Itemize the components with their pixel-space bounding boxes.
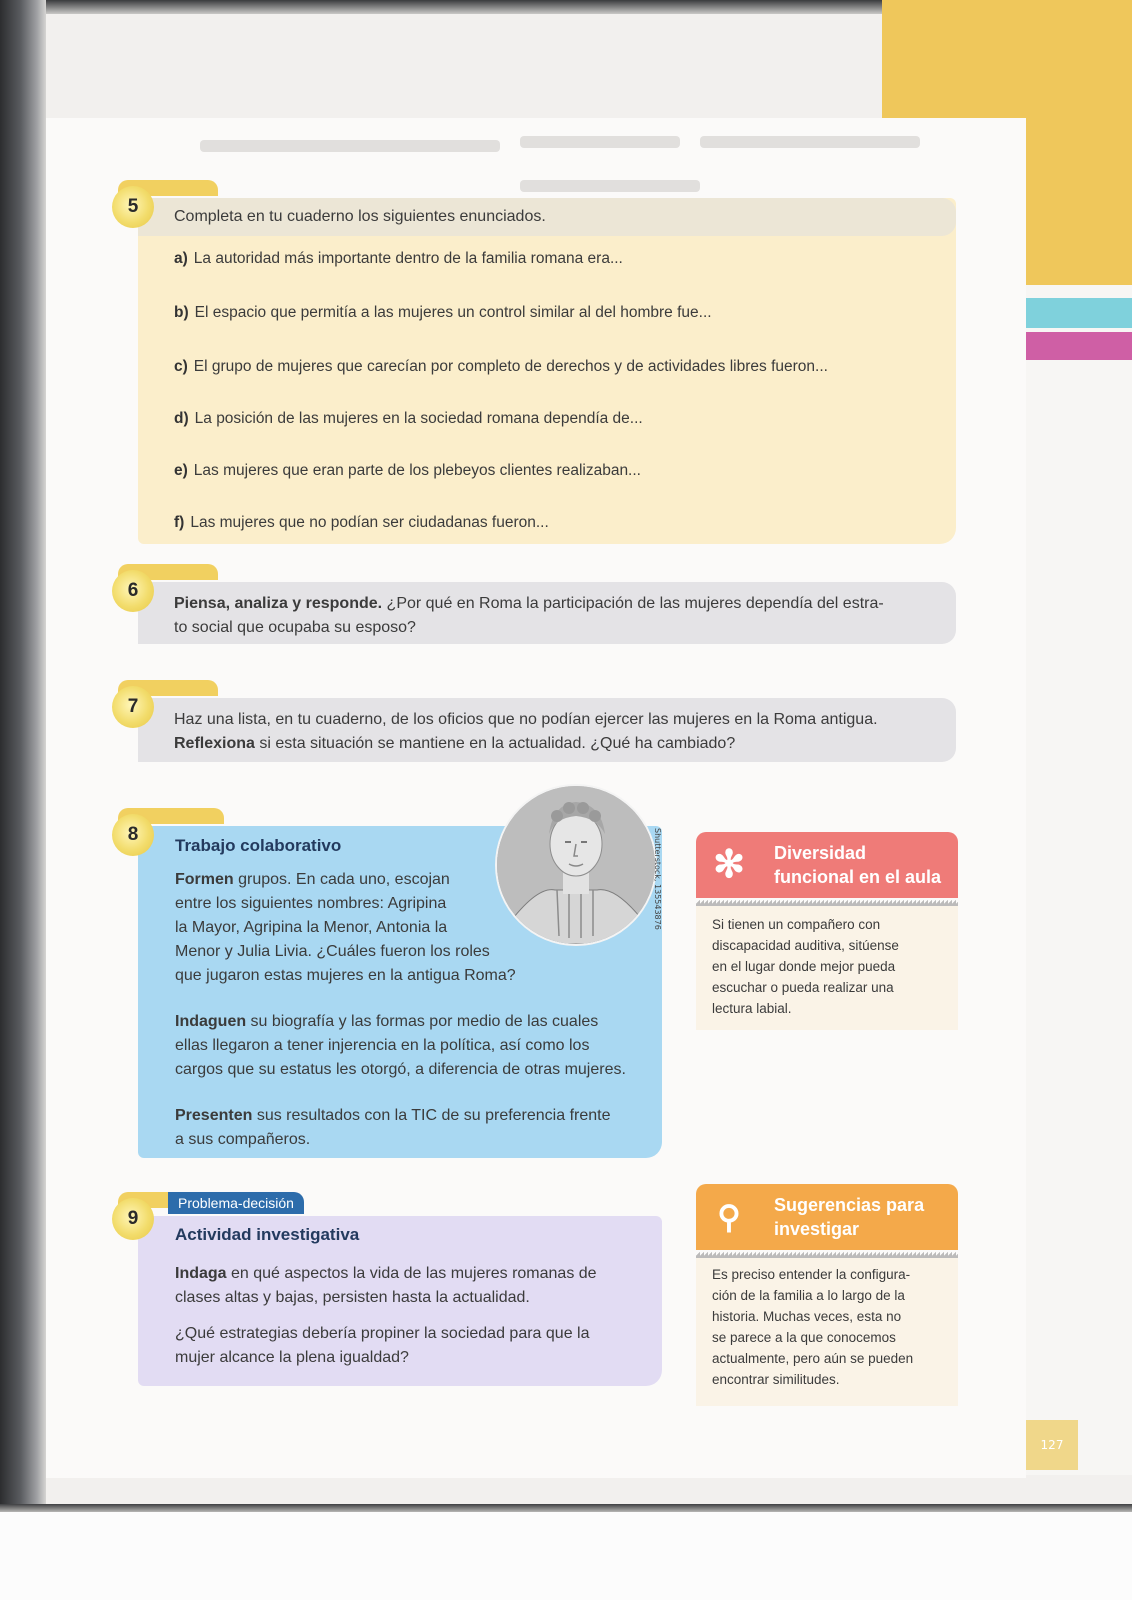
ghost-heading-bar [520,180,700,192]
list-item [174,304,712,322]
activity-9-paragraph-1 [175,1262,655,1310]
item-letter: f) [174,514,185,531]
paragraph-line: entre los siguientes nombres: Agripina [175,895,447,912]
paragraph-line: clases altas y bajas, persisten hasta la actualidad. [175,1289,530,1306]
activity-7-line: si esta situación se mantiene en la actualidad. ¿Qué ha cambiado? [254,735,736,752]
list-item [174,250,623,268]
sidebar-line: lectura labial. [712,1001,792,1016]
item-letter: e) [174,462,188,479]
activity-6-line: ¿Por qué en Roma la participación de las mujeres dependía del estra- [382,595,884,612]
problem-decision-tag: Problema-decisión [168,1192,304,1214]
paragraph-line: mujer alcance la plena igualdad? [175,1349,409,1366]
item-letter: c) [174,358,188,375]
activity-8-lead: Indaguen [175,1013,247,1030]
page-bottom-edge [0,1504,1132,1512]
activity-7-lead: Reflexiona [174,735,255,752]
list-item [174,358,828,376]
sidebar-line: encontrar similitudes. [712,1372,840,1387]
suggestions-title-line: Sugerencias para [774,1195,925,1215]
page-number: 127 [1026,1420,1078,1470]
item-text: El espacio que permitía a las mujeres un control similar al del hombre fue... [194,304,712,321]
activity-number-badge: 6 [112,570,154,612]
item-text: Las mujeres que eran parte de los plebeyos clientes realizaban... [193,462,641,479]
activity-5-stem: Completa en tu cuaderno los siguientes enunciados. [174,208,546,225]
paragraph-line: en qué aspectos la vida de las mujeres romanas de [226,1265,597,1282]
item-letter: d) [174,410,189,427]
sidebar-line: historia. Muchas veces, esta no [712,1309,902,1324]
book-binding [0,0,46,1510]
diversity-title-line: funcional en el aula [774,867,942,887]
diversity-sidebar-header [696,832,958,898]
paragraph-line: ellas llegaron a tener injerencia en la política, así como los [175,1037,590,1054]
ghost-heading-bar [200,140,500,152]
paragraph-line: grupos. En cada uno, escojan [233,871,450,888]
magnifier-icon: ⚲ [717,1199,741,1235]
diversity-text [712,914,952,1019]
suggestions-divider [696,1250,958,1258]
sidebar-line: discapacidad auditiva, sitúense [712,938,899,953]
ghost-heading-bar [520,136,680,148]
activity-6-line: to social que ocupaba su esposo? [174,619,416,636]
activity-8-lead: Presenten [175,1107,253,1124]
paragraph-line: cargos que su estatus les otorgó, a diferencia de otras mujeres. [175,1061,626,1078]
paragraph-line: sus resultados con la TIC de su preferencia frente [252,1107,611,1124]
sidebar-line: en el lugar donde mejor pueda [712,959,896,974]
sidebar-line: se parece a la que conocemos [712,1330,896,1345]
activity-7-text [174,708,954,756]
sidebar-line: ción de la familia a lo largo de la [712,1288,905,1303]
activity-number-badge: 8 [112,814,154,856]
item-letter: b) [174,304,189,321]
activity-number-badge: 7 [112,686,154,728]
activity-number-badge: 9 [112,1198,154,1240]
sidebar-line: Si tienen un compañero con [712,917,881,932]
sidebar-line: Es preciso entender la configura- [712,1267,911,1282]
list-item [174,410,643,428]
item-text: La autoridad más importante dentro de la familia romana era... [193,250,623,267]
activity-9-paragraph-2 [175,1322,655,1370]
diversity-title-line: Diversidad [774,843,867,863]
activity-8-paragraph-2 [175,1010,655,1082]
asterisk-flower-icon: ✻ [713,844,745,886]
sidebar-line: escuchar o pueda realizar una [712,980,894,995]
scan-background [0,1512,1132,1600]
diversity-divider [696,898,958,906]
item-text: La posición de las mujeres en la sociedad romana dependía de... [194,410,643,427]
activity-8-paragraph-1 [175,868,655,988]
item-text: El grupo de mujeres que carecían por completo de derechos y de actividades libres fueron... [193,358,828,375]
activity-8-lead: Formen [175,871,234,888]
list-item [174,514,549,532]
paragraph-line: la Mayor, Agripina la Menor, Antonia la [175,919,448,936]
chapter-tab-cyan [1026,298,1132,328]
list-item [174,462,641,480]
suggestions-title-line: investigar [774,1219,860,1239]
ghost-heading-bar [700,136,920,148]
suggestions-sidebar-header [696,1184,958,1250]
sidebar-line: actualmente, pero aún se pueden [712,1351,914,1366]
activity-6-lead: Piensa, analiza y responde. [174,595,383,612]
paragraph-line: que jugaron estas mujeres en la antigua Roma? [175,967,516,984]
activity-6-text [174,592,944,640]
paragraph-line: a sus compañeros. [175,1131,311,1148]
activity-7-line: Haz una lista, en tu cuaderno, de los oficios que no podían ejercer las mujeres en la Roma antigua. [174,711,878,728]
paragraph-line: su biografía y las formas por medio de las cuales [246,1013,599,1030]
activity-9-lead: Indaga [175,1265,227,1282]
item-text: Las mujeres que no podían ser ciudadanas fueron... [190,514,549,531]
activity-8-paragraph-3 [175,1104,655,1152]
activity-number-badge: 5 [112,186,154,228]
activity-9-title: Actividad investigativa [175,1225,360,1244]
image-credit: Shutterstock, 135543876 [653,828,662,930]
activity-8-title: Trabajo colaborativo [175,836,342,855]
paragraph-line: Menor y Julia Livia. ¿Cuáles fueron los roles [175,943,490,960]
margin-strip [1026,285,1132,1475]
paragraph-line: ¿Qué estrategias debería propiner la sociedad para que la [175,1325,590,1342]
chapter-tab-magenta [1026,332,1132,360]
item-letter: a) [174,250,188,267]
suggestions-text [712,1264,952,1390]
